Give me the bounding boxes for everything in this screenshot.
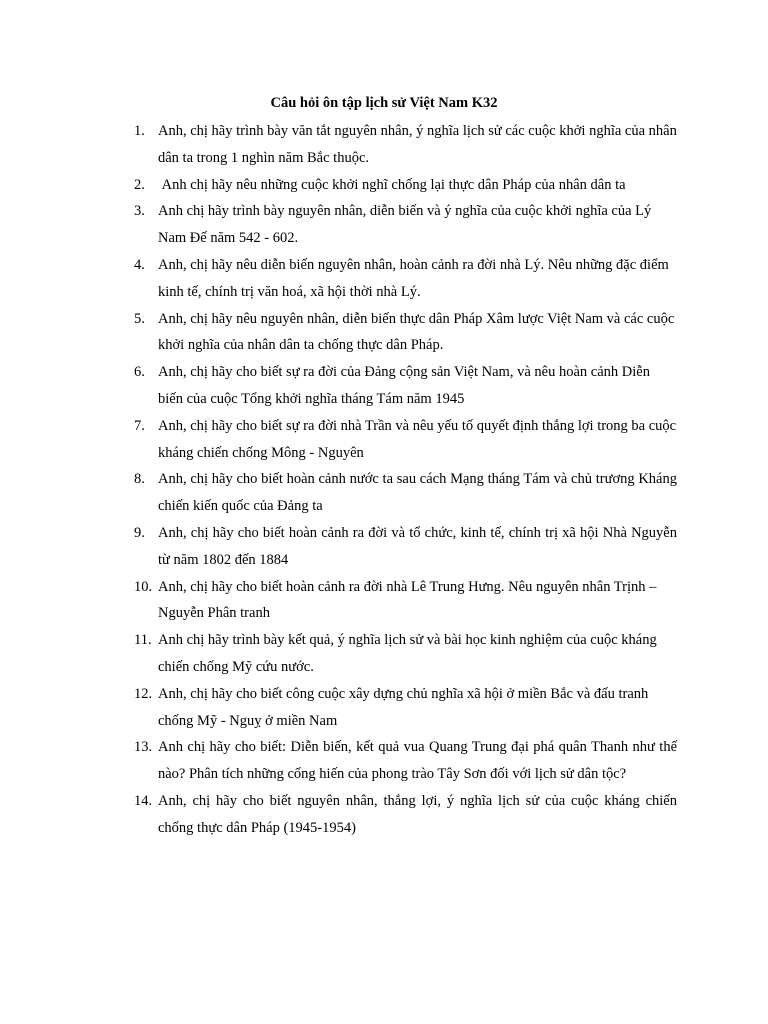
question-number: 2.	[134, 176, 145, 193]
question-text: Anh chị hãy trình bày kết quả, ý nghĩa lịch sử và bài học kinh nghiệm của cuộc kháng chiến chống Mỹ cứu nước.	[158, 632, 657, 675]
question-text: Anh chị hãy nêu những cuộc khởi nghĩ chống lại thực dân Pháp của nhân dân ta	[158, 176, 626, 193]
question-text: Anh, chị hãy trình bày văn tắt nguyên nhân, ý nghĩa lịch sử các cuộc khởi nghĩa của nhân dân ta trong 1 nghìn năm Bắc thuộc.	[158, 123, 677, 166]
question-text: Anh, chị hãy cho biết hoàn cảnh nước ta sau cách Mạng tháng Tám và chủ trương Kháng chiến kiến quốc của Đảng ta	[158, 471, 677, 515]
list-item	[134, 413, 677, 467]
question-number: 8.	[134, 471, 145, 488]
question-text: Anh, chị hãy nêu nguyên nhân, diễn biến thực dân Pháp Xâm lược Việt Nam và các cuộc khởi nghĩa của nhân dân ta chống thực dân Pháp.	[158, 310, 675, 354]
list-item	[134, 252, 677, 306]
list-item	[134, 172, 677, 199]
list-item	[134, 198, 677, 252]
question-number: 9.	[134, 524, 145, 541]
question-number: 4.	[134, 256, 145, 273]
list-item	[134, 627, 677, 681]
question-text: Anh, chị hãy cho biết hoàn cảnh ra đời nhà Lê Trung Hưng. Nêu nguyên nhân Trịnh – Nguyễn Phân tranh	[158, 578, 657, 622]
question-number: 11.	[134, 632, 152, 649]
question-number: 13.	[134, 739, 153, 756]
question-number: 1.	[134, 123, 145, 139]
list-item	[134, 306, 677, 360]
question-text: Anh, chị hãy cho biết sự ra đời nhà Trần và nêu yếu tố quyết định thắng lợi trong ba cuộc kháng chiến chống Mông - Nguyên	[158, 417, 677, 461]
question-list	[134, 118, 677, 842]
question-number: 12.	[134, 685, 153, 702]
question-number: 14.	[134, 792, 153, 809]
list-item	[134, 520, 677, 574]
question-text: Anh, chị hãy cho biết nguyên nhân, thắng lợi, ý nghĩa lịch sử của cuộc kháng chiến chống thực dân Pháp (1945-1954)	[158, 792, 677, 836]
list-item	[134, 466, 677, 520]
question-number: 6.	[134, 364, 145, 381]
question-text: Anh, chị hãy cho biết hoàn cảnh ra đời và tổ chức, kinh tế, chính trị xã hội Nhà Nguyễn từ năm 1802 đến 1884	[158, 524, 677, 568]
question-number: 3.	[134, 203, 145, 220]
page-title: Câu hỏi ôn tập lịch sử Việt Nam K32	[270, 95, 498, 111]
question-number: 10.	[134, 578, 153, 595]
question-text: Anh, chị hãy cho biết công cuộc xây dựng chủ nghĩa xã hội ở miền Bắc và đấu tranh chống Mỹ - Nguỵ ở miền Nam	[158, 685, 649, 729]
question-number: 7.	[134, 417, 145, 434]
list-item	[134, 574, 677, 628]
question-number: 5.	[134, 310, 145, 327]
list-item	[134, 359, 677, 413]
question-text: Anh chị hãy trình bày nguyên nhân, diễn biến và ý nghĩa của cuộc khởi nghĩa của Lý Nam Đế năm 542 - 602.	[158, 203, 652, 247]
question-text: Anh, chị hãy cho biết sự ra đời của Đảng cộng sản Việt Nam, và nêu hoàn cảnh Diễn biến của cuộc Tổng khởi nghĩa tháng Tám năm 1945	[158, 364, 650, 407]
list-item	[134, 681, 677, 735]
question-text: Anh, chị hãy nêu diễn biến nguyên nhân, hoàn cảnh ra đời nhà Lý. Nêu những đặc điểm kinh tế, chính trị văn hoá, xã hội thời nhà Lý.	[158, 256, 669, 300]
list-item	[134, 734, 677, 788]
list-item	[134, 118, 677, 172]
list-item	[134, 788, 677, 842]
question-text: Anh chị hãy cho biết: Diễn biến, kết quả vua Quang Trung đại phá quân Thanh như thế nào? Phân tích những cống hiến của phong trào Tây Sơn đối với lịch sử dân tộc?	[158, 739, 677, 783]
